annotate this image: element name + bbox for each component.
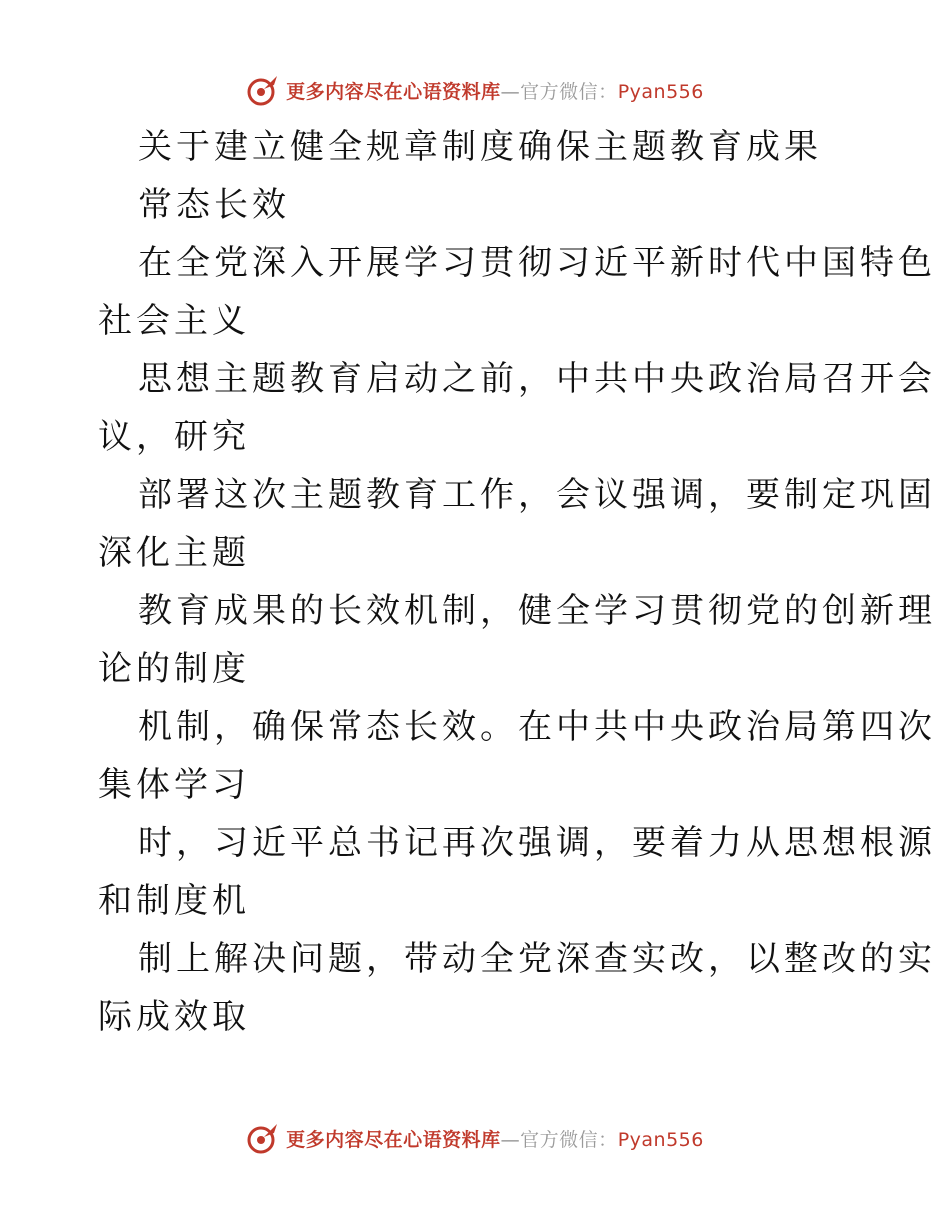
body-line: 部署这次主题教育工作，会议强调，要制定巩固 bbox=[138, 475, 936, 515]
body-line: 和制度机 bbox=[98, 881, 250, 921]
body-line: 在全党深入开展学习贯彻习近平新时代中国特色 bbox=[138, 243, 936, 283]
document-body bbox=[98, 118, 936, 1046]
body-line: 时，习近平总书记再次强调，要着力从思想根源 bbox=[138, 823, 936, 863]
body-line: 教育成果的长效机制，健全学习贯彻党的创新理 bbox=[138, 591, 936, 631]
body-line: 论的制度 bbox=[98, 649, 250, 689]
footer-watermark-banner bbox=[0, 1118, 950, 1158]
quill-logo-icon bbox=[246, 1121, 280, 1155]
watermark-text: 更多内容尽在心语资料库—官方微信：Pyan556 bbox=[286, 80, 704, 103]
quill-logo-icon bbox=[246, 73, 280, 107]
body-line: 思想主题教育启动之前，中共中央政治局召开会 bbox=[138, 359, 936, 399]
body-line: 议，研究 bbox=[98, 417, 250, 457]
body-line: 制上解决问题，带动全党深查实改，以整改的实 bbox=[138, 939, 936, 979]
body-line: 机制，确保常态长效。在中共中央政治局第四次 bbox=[138, 707, 936, 747]
body-line: 社会主义 bbox=[98, 301, 250, 341]
watermark-text: 更多内容尽在心语资料库—官方微信：Pyan556 bbox=[286, 1128, 704, 1151]
header-watermark-banner bbox=[0, 70, 950, 110]
document-title-line-1: 关于建立健全规章制度确保主题教育成果 bbox=[138, 127, 822, 167]
body-line: 深化主题 bbox=[98, 533, 250, 573]
body-line: 集体学习 bbox=[98, 765, 250, 805]
document-title-line-2: 常态长效 bbox=[138, 185, 290, 225]
body-line: 际成效取 bbox=[98, 997, 250, 1037]
